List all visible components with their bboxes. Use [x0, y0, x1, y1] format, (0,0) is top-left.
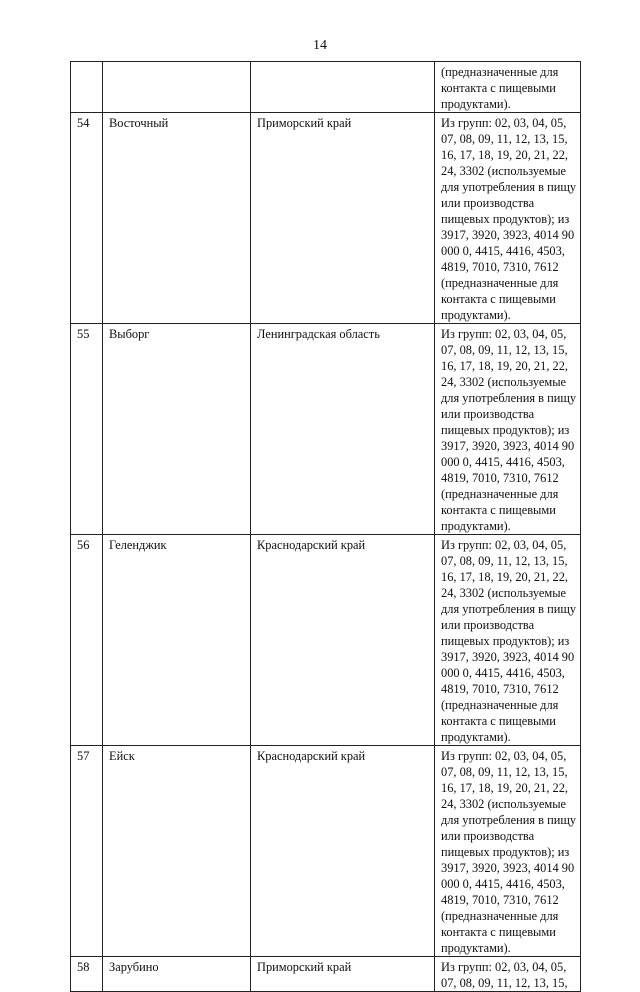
cell-name: Зарубино: [103, 957, 251, 992]
cell-name: Геленджик: [103, 535, 251, 746]
cell-region: [251, 62, 435, 113]
table-row: [71, 62, 581, 113]
cell-region: Краснодарский край: [251, 535, 435, 746]
table-row: [71, 535, 581, 746]
cell-description: Из групп: 02, 03, 04, 05, 07, 08, 09, 11, 12, 13, 15, 16, 17, 18, 19, 20, 21, 22, 24, 3302 (используемые для употребления в пищу или производства пищевых продуктов); из 3917, 3920, 3923, 4014 90 000 0, 4415, 4416, 4503, 4819, 7010, 7310, 7612 (предназначенные для контакта с пищевыми продуктами).: [435, 113, 581, 324]
cell-region: Приморский край: [251, 113, 435, 324]
table-row: [71, 324, 581, 535]
cell-description: Из групп: 02, 03, 04, 05, 07, 08, 09, 11, 12, 13, 15,: [435, 957, 581, 992]
table-row: [71, 746, 581, 957]
cell-number: 57: [71, 746, 103, 957]
table-row: [71, 957, 581, 992]
cell-number: 55: [71, 324, 103, 535]
cell-description: (предназначенные для контакта с пищевыми продуктами).: [435, 62, 581, 113]
ports-table: [70, 61, 581, 992]
cell-name: [103, 62, 251, 113]
cell-description: Из групп: 02, 03, 04, 05, 07, 08, 09, 11, 12, 13, 15, 16, 17, 18, 19, 20, 21, 22, 24, 3302 (используемые для употребления в пищу или производства пищевых продуктов); из 3917, 3920, 3923, 4014 90 000 0, 4415, 4416, 4503, 4819, 7010, 7310, 7612 (предназначенные для контакта с пищевыми продуктами).: [435, 535, 581, 746]
table-row: [71, 113, 581, 324]
cell-number: 58: [71, 957, 103, 992]
cell-name: Восточный: [103, 113, 251, 324]
cell-region: Ленинградская область: [251, 324, 435, 535]
cell-description: Из групп: 02, 03, 04, 05, 07, 08, 09, 11, 12, 13, 15, 16, 17, 18, 19, 20, 21, 22, 24, 3302 (используемые для употребления в пищу или производства пищевых продуктов); из 3917, 3920, 3923, 4014 90 000 0, 4415, 4416, 4503, 4819, 7010, 7310, 7612 (предназначенные для контакта с пищевыми продуктами).: [435, 746, 581, 957]
cell-number: 56: [71, 535, 103, 746]
cell-region: Краснодарский край: [251, 746, 435, 957]
cell-description: Из групп: 02, 03, 04, 05, 07, 08, 09, 11, 12, 13, 15, 16, 17, 18, 19, 20, 21, 22, 24, 3302 (используемые для употребления в пищу или производства пищевых продуктов); из 3917, 3920, 3923, 4014 90 000 0, 4415, 4416, 4503, 4819, 7010, 7310, 7612 (предназначенные для контакта с пищевыми продуктами).: [435, 324, 581, 535]
page-number: 14: [313, 38, 327, 53]
cell-region: Приморский край: [251, 957, 435, 992]
cell-name: Ейск: [103, 746, 251, 957]
cell-name: Выборг: [103, 324, 251, 535]
cell-number: 54: [71, 113, 103, 324]
cell-number: [71, 62, 103, 113]
